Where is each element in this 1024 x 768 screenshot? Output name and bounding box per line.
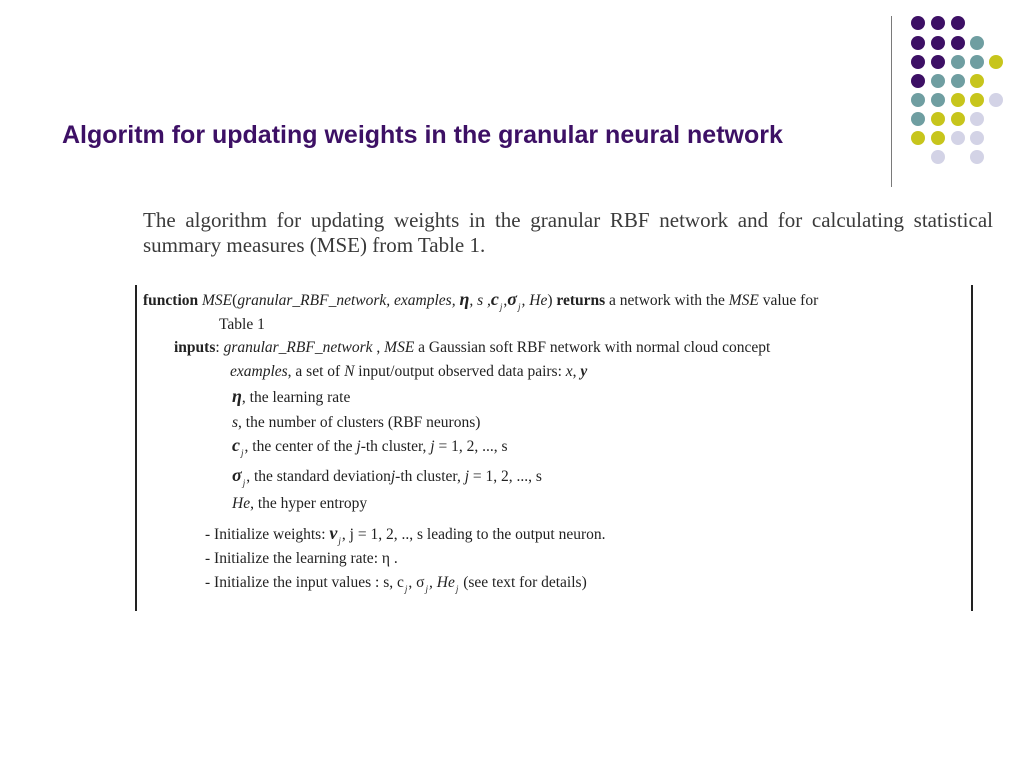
decorative-dot (951, 93, 965, 107)
examples-desc-a: , a set of (287, 363, 341, 380)
decorative-dot (931, 55, 945, 69)
decorative-dot (951, 112, 965, 126)
decorative-dot (970, 93, 984, 107)
separator: , (572, 363, 577, 380)
input-network-name: granular_RBF_network (223, 339, 373, 356)
center-desc-b: -th cluster, (360, 438, 427, 455)
open-paren: ( (232, 292, 238, 309)
he-symbol: He (232, 495, 251, 512)
intro-paragraph: The algorithm for updating weights in the granular RBF network and for calculating statistical summary measures (MSE) from Table 1. (143, 208, 993, 257)
subscript-j: j (499, 302, 503, 312)
function-header-continuation: Table 1 (219, 316, 265, 333)
decorative-dot (911, 55, 925, 69)
step-initialize-weights (205, 523, 606, 546)
param-he: , He (521, 292, 548, 309)
input-std-dev (232, 465, 542, 488)
center-desc-a: , the center of the (244, 438, 353, 455)
decorative-dot (931, 16, 945, 30)
sigma-symbol: σ (507, 289, 517, 309)
returns-mse: MSE (728, 292, 759, 309)
keyword-returns: returns (556, 292, 606, 309)
decorative-dot (970, 74, 984, 88)
c-symbol: c (232, 435, 240, 455)
close-paren: ) (547, 292, 553, 309)
decorative-dot-grid (0, 0, 1024, 200)
keyword-inputs: inputs (174, 339, 216, 356)
subscript-j: j (517, 302, 521, 312)
input-mse: MSE (384, 339, 415, 356)
v-symbol: v (329, 523, 338, 543)
j-symbol: j (430, 438, 435, 455)
decorative-dot (911, 36, 925, 50)
examples-y: y (580, 363, 588, 380)
decorative-dot (931, 93, 945, 107)
input-network-desc: a Gaussian soft RBF network with normal cloud concept (418, 339, 771, 356)
decorative-dot (970, 131, 984, 145)
examples-n: N (344, 363, 355, 380)
c-symbol: c (490, 289, 499, 309)
decorative-dot (951, 131, 965, 145)
examples-name: examples (230, 363, 288, 380)
function-name: MSE (202, 292, 233, 309)
decorative-dot (911, 131, 925, 145)
s-symbol: s (232, 414, 239, 431)
subscript-j: j (338, 536, 341, 546)
decorative-dot (931, 150, 945, 164)
decorative-dot (911, 93, 925, 107)
decorative-dot (931, 74, 945, 88)
sigma-desc-a: , the standard deviation (246, 468, 391, 485)
returns-text-b: value for (762, 292, 819, 309)
decorative-dot (911, 112, 925, 126)
subscript-j: j (241, 448, 244, 458)
decorative-dot (931, 131, 945, 145)
decorative-dot (951, 74, 965, 88)
returns-text-a: a network with the (609, 292, 725, 309)
examples-x: x (565, 363, 573, 380)
sigma-symbol: σ (232, 465, 242, 485)
decorative-dot (931, 36, 945, 50)
input-learning-rate (232, 386, 350, 407)
subscript-j: j (404, 584, 408, 594)
weights-text-a: - Initialize weights: (205, 526, 326, 543)
decorative-dot (951, 36, 965, 50)
step-initialize-inputs (205, 574, 587, 594)
decorative-dot (970, 150, 984, 164)
sigma-desc-b: -th cluster, (395, 468, 461, 485)
range: = 1, 2, ..., s (438, 438, 508, 455)
decorative-dot (931, 112, 945, 126)
decorative-dot (970, 36, 984, 50)
j-symbol: j (356, 438, 361, 455)
decorative-dot (951, 55, 965, 69)
weights-range: , j = 1, 2, .., s (341, 526, 424, 543)
subscript-j: j (455, 584, 459, 594)
input-hyper-entropy (232, 495, 367, 513)
range: = 1, 2, ..., s (472, 468, 542, 485)
decorative-dot (951, 16, 965, 30)
decorative-dot (989, 55, 1003, 69)
function-params: granular_RBF_network, examples, (237, 292, 456, 309)
input-examples (230, 363, 587, 381)
subscript-j: j (425, 584, 428, 594)
separator: , (503, 292, 508, 309)
step-initialize-learning-rate: - Initialize the learning rate: η . (205, 550, 398, 567)
decorative-divider (891, 16, 892, 187)
eta-desc: , the learning rate (241, 389, 351, 406)
weights-text-c: leading to the output neuron. (426, 526, 606, 543)
decorative-dot (911, 16, 925, 30)
algorithm-box (135, 285, 973, 611)
input-clusters (232, 414, 480, 432)
eta-symbol: η (459, 289, 470, 309)
input-center (232, 435, 507, 458)
inputs-text-d: (see text for details) (463, 574, 587, 591)
slide-title: Algoritm for updating weights in the granular neural network (62, 121, 783, 149)
function-header (143, 289, 818, 312)
param-s: , s , (469, 292, 491, 309)
decorative-dot (989, 93, 1003, 107)
eta-symbol: η (232, 386, 242, 406)
inputs-text-b: , σ (408, 574, 425, 591)
separator: , (376, 339, 381, 356)
j-symbol: j (390, 468, 396, 485)
decorative-dot (970, 112, 984, 126)
keyword-function: function (143, 292, 199, 309)
j-symbol: j (464, 468, 470, 485)
inputs-text-a: - Initialize the input values : s, c (205, 574, 404, 591)
decorative-dot (970, 55, 984, 69)
decorative-dot (911, 74, 925, 88)
s-desc: , the number of clusters (RBF neurons) (238, 414, 481, 431)
he-desc: , the hyper entropy (250, 495, 368, 512)
examples-desc-b: input/output observed data pairs: (358, 363, 562, 380)
inputs-text-c: , He (429, 574, 455, 591)
inputs-line: inputs: granular_RBF_network , MSE a Gaussian soft RBF network with normal cloud concept (174, 339, 771, 356)
subscript-j: j (242, 478, 246, 488)
